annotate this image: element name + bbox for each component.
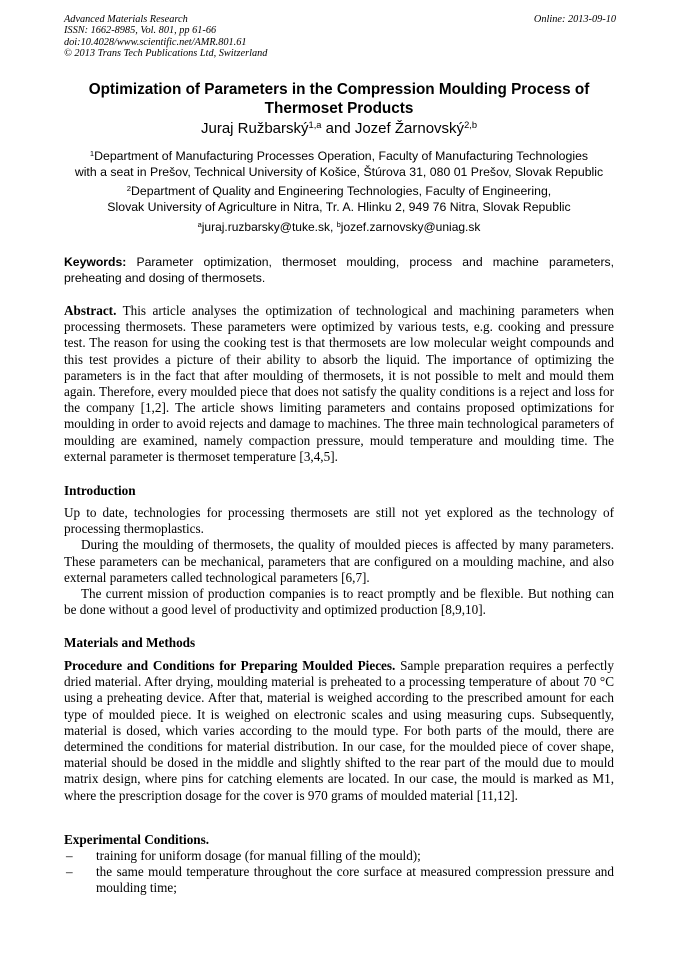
email-b-sup: b bbox=[336, 219, 341, 229]
list-item-text: training for uniform dosage (for manual filling of the mould); bbox=[96, 848, 421, 863]
abstract-text: This article analyses the optimization of technological and machining parameters when processing thermosets. These parameters were optimized by various tests, e.g. cooking and pressure test. The reason for using the cooking test is that thermosets are low molecular weight compounds and this test provides a picture of their ability to absorb the liquid. The importance of optimizing the parameters is in the fact that after moulding of thermosets, it is not possible to melt and mould them again. Therefore, every moulded piece that does not satisfy the quality conditions is a reject and loss for the company [1,2]. The article shows limiting parameters and contains proposed optimizations for moulding in order to avoid rejects and damage to machines. The three main technological parameters of moulding are examined, namely compaction pressure, mould temperature and moulding time. The external parameter is thermoset temperature [3,4,5]. bbox=[64, 303, 614, 464]
experimental-conditions-list bbox=[64, 848, 614, 897]
abstract-label: Abstract. bbox=[64, 303, 117, 318]
copyright-line: © 2013 Trans Tech Publications Ltd, Switzerland bbox=[64, 48, 268, 60]
introduction-body bbox=[64, 505, 614, 618]
email-a-sup: a bbox=[197, 219, 202, 229]
list-item bbox=[64, 848, 614, 864]
email-b: jozef.zarnovsky@uniag.sk bbox=[340, 220, 481, 234]
author-conjunction: and bbox=[325, 120, 351, 137]
list-item-text: the same mould temperature throughout the core surface at measured compression pressure and moulding time; bbox=[96, 864, 614, 896]
introduction-paragraph-2: During the moulding of thermosets, the quality of moulded pieces is affected by many parameters. These parameters can be mechanical, parameters that are configured on a moulding machine, and also external parameters called technological parameters [6,7]. bbox=[64, 537, 614, 585]
affiliation-2 bbox=[40, 183, 638, 215]
author-1-sup: 1,a bbox=[308, 119, 322, 130]
email-a: juraj.ruzbarsky@tuke.sk, bbox=[201, 220, 334, 234]
author-2-sup: 2,b bbox=[464, 119, 477, 130]
affiliation-2-sup: 2 bbox=[126, 183, 132, 193]
online-date: Online: 2013-09-10 bbox=[533, 14, 616, 25]
abstract-block bbox=[64, 303, 614, 465]
materials-methods-body bbox=[64, 658, 614, 804]
issn-line: ISSN: 1662-8985, Vol. 801, pp 61-66 bbox=[64, 25, 217, 37]
introduction-paragraph-3: The current mission of production companies is to react promptly and be flexible. But nothing can be done without a good level of productivity and optimized production [8,9,10]. bbox=[64, 586, 614, 618]
materials-methods-heading: Materials and Methods bbox=[64, 635, 196, 650]
paper-title bbox=[64, 80, 614, 118]
introduction-heading: Introduction bbox=[64, 483, 136, 498]
affiliation-1-sup: 1 bbox=[89, 148, 95, 158]
keywords-label: Keywords: bbox=[64, 255, 127, 269]
list-dash: – bbox=[66, 848, 73, 863]
title-line-2: Thermoset Products bbox=[264, 100, 414, 117]
experimental-conditions-heading: Experimental Conditions. bbox=[64, 832, 210, 847]
author-2-name: Jozef Žarnovský bbox=[354, 120, 465, 137]
list-item bbox=[64, 864, 614, 896]
introduction-paragraph-1: Up to date, technologies for processing thermosets are still not yet explored as the technology of processing thermoplastics. bbox=[64, 505, 614, 537]
journal-name: Advanced Materials Research bbox=[64, 14, 188, 25]
doi-line: doi:10.4028/www.scientific.net/AMR.801.61 bbox=[64, 36, 247, 48]
keywords-text: Parameter optimization, thermoset moulding, process and machine parameters, preheating and dosing of thermosets. bbox=[64, 255, 614, 285]
list-dash: – bbox=[66, 864, 73, 880]
affiliation-1 bbox=[40, 148, 638, 180]
affiliation-1-line-2: with a seat in Prešov, Technical University of Košice, Štúrova 31, 080 01 Prešov, Slovak Republic bbox=[74, 165, 604, 179]
procedure-subheading: Procedure and Conditions for Preparing Moulded Pieces. bbox=[64, 658, 396, 673]
keywords-block bbox=[64, 254, 614, 286]
author-1-name: Juraj Ružbarský bbox=[200, 120, 309, 137]
journal-header bbox=[64, 14, 267, 60]
procedure-text: Sample preparation requires a perfectly dried material. After drying, moulding material is preheated to a processing temperature of about 70 °C using a preheating device. After that, material is weighed according to the prescribed amount for each type of moulded piece. It is weighed on electronic scales and using measuring cups. Subsequently, material is dosed, which varies according to the mould type. For both parts of the mould, there are determined the conditions for material distribution. In our case, for the moulded piece of cover shape, material should be dosed in the middle and slightly shifted to the rear part of the mould due to mould matrix design, where pins for catching elements are located. In our case, the mould is marked as M1, where the prescription dosage for the cover is 970 grams of moulded material [11,12]. bbox=[64, 658, 615, 803]
author-emails bbox=[64, 219, 614, 235]
title-line-1: Optimization of Parameters in the Compression Moulding Process of bbox=[88, 81, 590, 98]
affiliation-1-line-1: Department of Manufacturing Processes Operation, Faculty of Manufacturing Technologies bbox=[94, 149, 589, 163]
affiliation-2-line-2: Slovak University of Agriculture in Nitra, Tr. A. Hlinku 2, 949 76 Nitra, Slovak Republic bbox=[107, 200, 571, 214]
affiliation-2-line-1: Department of Quality and Engineering Technologies, Faculty of Engineering, bbox=[131, 184, 552, 198]
author-line bbox=[64, 120, 614, 138]
